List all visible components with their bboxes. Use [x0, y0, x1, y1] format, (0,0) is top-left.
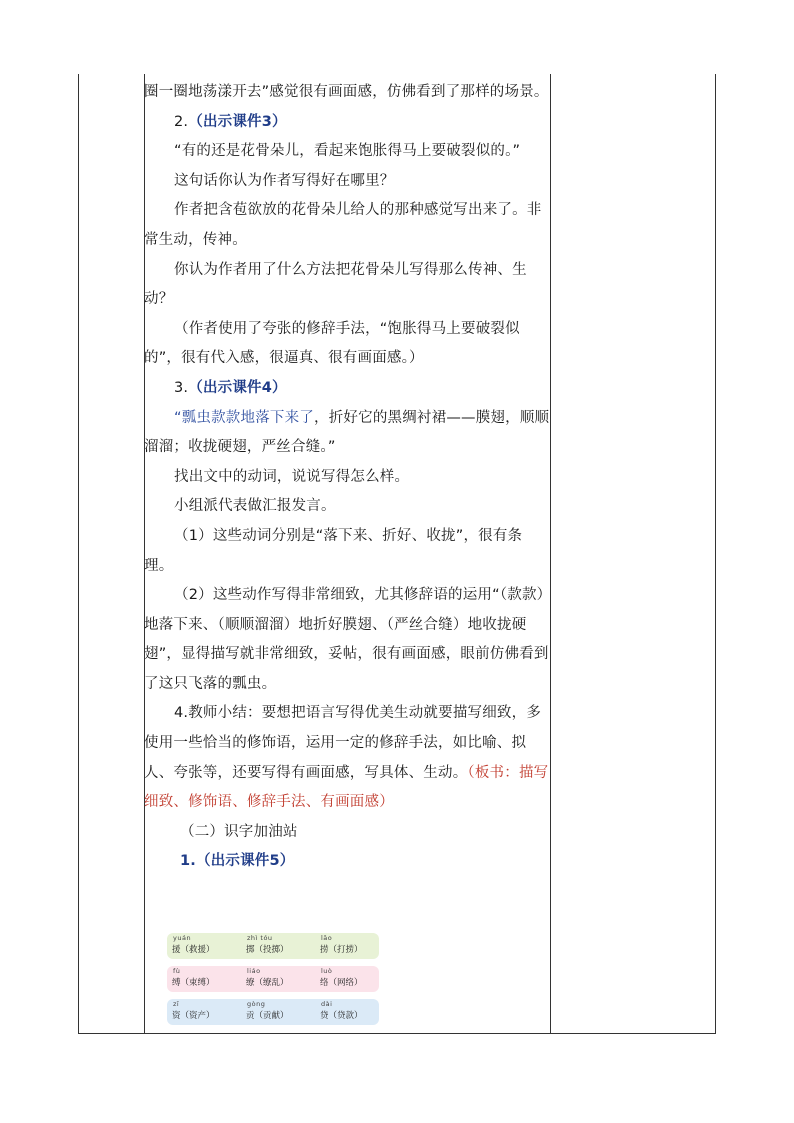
- paragraph-answer-1: 作者把含苞欲放的花骨朵儿给人的那种感觉写出来了。非常生动，传神。: [144, 202, 542, 248]
- character-cell: gòng 贡（贡献）: [246, 1000, 289, 1021]
- paragraph-question-1: 这句话你认为作者写得好在哪里？: [174, 172, 395, 189]
- pinyin-row: [167, 999, 379, 1025]
- paragraph-quote-bud: “有的还是花骨朵儿，看起来饱胀得马上要破裂似的。”: [174, 143, 521, 160]
- character-cell: liáo 缭（缭乱）: [246, 967, 289, 988]
- paragraph-courseware-3: 2.（出示课件3）: [174, 113, 287, 130]
- table-col-divider-2: [550, 74, 551, 1034]
- paragraph-point-2: （2）这些动作写得非常细致，尤其修辞语的运用“（款款）地落下来、（顺顺溜溜）地折好膜翅、（严丝合缝）地收拢硬翅”，显得描写就非常细致，妥帖，很有画面感，眼前仿佛看到了这只飞落的瓢虫。: [144, 587, 549, 692]
- board-writing: （板书：描写细致、修饰语、修辞手法、有画面感）: [144, 764, 549, 811]
- courseware-tag: （出示课件3）: [188, 113, 287, 130]
- paragraph-group-report: 小组派代表做汇报发言。: [174, 498, 336, 515]
- lesson-content: [144, 78, 550, 877]
- paragraph-ripple: 圈一圈地荡漾开去”感觉很有画面感，仿佛看到了那样的场景。: [144, 84, 549, 100]
- paragraph-answer-2: （作者使用了夸张的修辞手法，“饱胀得马上要破裂似的”，很有代入感，很逼真、很有画面感。）: [144, 320, 520, 367]
- paragraph-question-2: 你认为作者用了什么方法把花骨朵儿写得那么传神、生动？: [144, 261, 527, 308]
- table-right-border: [715, 74, 716, 1034]
- character-cell: luò 络（网络）: [320, 967, 363, 988]
- paragraph-teacher-summary: 4.教师小结：要想把语言写得优美生动就要描写细致，多使用一些恰当的修饰语，运用一定的修辞手法，如比喻、拟人、夸张等，还要写得有画面感，写具体、生动。（板书：描写细致、修饰语、修辞手法、有画面感）: [144, 705, 549, 811]
- character-cell: lāo 捞（打捞）: [320, 934, 363, 955]
- courseware-tag: （出示课件5）: [196, 853, 295, 870]
- character-cell: zī 资（资产）: [172, 1000, 215, 1021]
- character-cell: zhì tóu 掷（投掷）: [246, 934, 289, 955]
- pinyin-row: [167, 966, 379, 992]
- paragraph-task-verbs: 找出文中的动词，说说写得怎么样。: [174, 468, 410, 485]
- character-cell: dài 贷（贷款）: [320, 1000, 363, 1021]
- paragraph-quote-ladybug: “瓢虫款款地落下来了，折好它的黑绸衬裙——膜翅，顺顺溜溜；收拢硬翅，严丝合缝。”: [144, 409, 550, 456]
- table-left-border: [78, 74, 79, 1034]
- paragraph-point-1: （1）这些动词分别是“落下来、折好、收拢”，很有条理。: [144, 527, 523, 574]
- character-cell: fù 缚（束缚）: [172, 967, 215, 988]
- section-heading-literacy: （二）识字加油站: [180, 823, 298, 840]
- paragraph-courseware-4: 3.（出示课件4）: [174, 379, 287, 396]
- character-cell: yuán 援（救援）: [172, 934, 215, 955]
- paragraph-courseware-5: 1.（出示课件5）: [180, 853, 295, 870]
- pinyin-character-card: [167, 933, 381, 1025]
- courseware-tag: （出示课件4）: [188, 379, 287, 396]
- pinyin-row: [167, 933, 379, 959]
- table-bottom-border: [78, 1033, 716, 1034]
